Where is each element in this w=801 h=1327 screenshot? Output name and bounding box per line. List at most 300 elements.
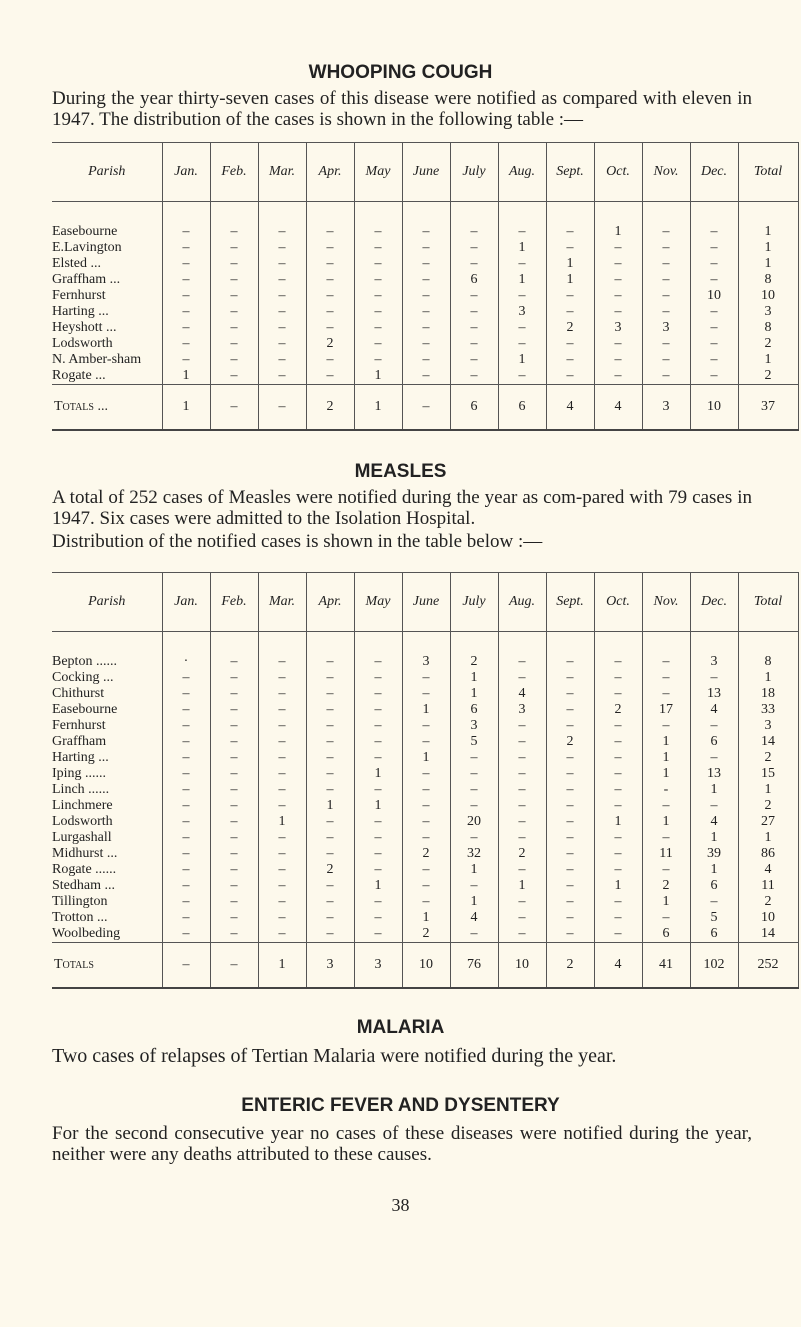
value-cell: 5 <box>450 734 498 750</box>
value-cell: – <box>258 336 306 352</box>
spacer-cell <box>52 202 162 225</box>
value-cell: – <box>162 943 210 989</box>
value-cell: – <box>306 926 354 943</box>
value-cell: – <box>258 798 306 814</box>
value-cell: 102 <box>690 943 738 989</box>
value-cell: – <box>162 240 210 256</box>
value-cell: 33 <box>738 702 798 718</box>
value-cell: – <box>642 718 690 734</box>
value-cell: – <box>546 368 594 385</box>
value-cell: 3 <box>450 718 498 734</box>
header-row <box>52 143 798 202</box>
value-cell: – <box>258 385 306 431</box>
column-header: Dec. <box>690 143 738 202</box>
spacer-cell <box>498 202 546 225</box>
value-cell: – <box>258 352 306 368</box>
value-cell: – <box>402 385 450 431</box>
column-header: Jan. <box>162 573 210 632</box>
whooping-cough-table <box>52 142 799 431</box>
value-cell: 1 <box>642 766 690 782</box>
value-cell: – <box>306 766 354 782</box>
value-cell: 2 <box>546 320 594 336</box>
value-cell: – <box>498 926 546 943</box>
spacer-cell <box>162 632 210 655</box>
column-header: Jan. <box>162 143 210 202</box>
value-cell: – <box>546 830 594 846</box>
parish-cell: Easebourne <box>52 702 118 717</box>
table-row <box>52 894 798 910</box>
parish-cell: Easebourne <box>52 224 118 239</box>
value-cell: – <box>402 336 450 352</box>
value-cell: – <box>450 224 498 240</box>
value-cell: – <box>210 862 258 878</box>
parish-cell: N. Amber-sham <box>52 352 142 367</box>
table-row <box>52 798 798 814</box>
value-cell: – <box>594 926 642 943</box>
parish-cell: Totals <box>52 943 162 989</box>
column-header: Oct. <box>594 573 642 632</box>
value-cell: 10 <box>498 943 546 989</box>
value-cell: – <box>498 750 546 766</box>
column-header: June <box>402 143 450 202</box>
value-cell: – <box>690 304 738 320</box>
spacer-cell <box>402 202 450 225</box>
value-cell: 18 <box>738 686 798 702</box>
value-cell: 8 <box>738 272 798 288</box>
table-row <box>52 718 798 734</box>
value-cell: – <box>306 686 354 702</box>
value-cell: 76 <box>450 943 498 989</box>
value-cell: – <box>210 718 258 734</box>
totals-row <box>52 943 798 989</box>
value-cell: – <box>594 734 642 750</box>
value-cell: 2 <box>738 336 798 352</box>
spacer-cell <box>306 632 354 655</box>
parish-cell: Lodsworth <box>52 814 113 829</box>
value-cell: – <box>354 910 402 926</box>
spacer-cell <box>402 632 450 655</box>
value-cell: – <box>354 336 402 352</box>
value-cell: – <box>306 846 354 862</box>
value-cell: – <box>642 686 690 702</box>
spacer-cell <box>690 202 738 225</box>
value-cell: – <box>402 320 450 336</box>
value-cell: – <box>306 224 354 240</box>
value-cell: 1 <box>738 224 798 240</box>
measles-intro: A total of 252 cases of Measles were notified during the year as com-pared with 79 cases in 1947. Six cases were admitted to the Isolation Hospital. <box>52 487 752 529</box>
value-cell: – <box>162 702 210 718</box>
value-cell: – <box>210 878 258 894</box>
value-cell: – <box>162 894 210 910</box>
column-header: Apr. <box>306 573 354 632</box>
value-cell: – <box>594 830 642 846</box>
value-cell: 13 <box>690 686 738 702</box>
value-cell: 1 <box>258 814 306 830</box>
value-cell: – <box>642 368 690 385</box>
value-cell: 1 <box>354 368 402 385</box>
value-cell: 1 <box>738 240 798 256</box>
column-header: May <box>354 143 402 202</box>
value-cell: – <box>258 256 306 272</box>
value-cell: – <box>402 798 450 814</box>
value-cell: – <box>690 240 738 256</box>
table-row <box>52 336 798 352</box>
value-cell: – <box>210 368 258 385</box>
parish-cell: Woolbeding <box>52 926 121 941</box>
table-row <box>52 256 798 272</box>
value-cell: – <box>498 288 546 304</box>
parish-cell: Graffham ... <box>52 272 121 287</box>
value-cell: 4 <box>690 814 738 830</box>
enteric-heading: ENTERIC FEVER AND DYSENTERY <box>241 1095 560 1116</box>
value-cell: 3 <box>498 702 546 718</box>
value-cell: 2 <box>594 702 642 718</box>
value-cell: 252 <box>738 943 798 989</box>
measles-heading: MEASLES <box>354 461 447 482</box>
value-cell: – <box>306 288 354 304</box>
value-cell: – <box>546 766 594 782</box>
column-header: Nov. <box>642 573 690 632</box>
value-cell: – <box>306 702 354 718</box>
value-cell: 2 <box>306 385 354 431</box>
value-cell: – <box>546 336 594 352</box>
value-cell: – <box>450 256 498 272</box>
value-cell: – <box>450 878 498 894</box>
value-cell: – <box>498 830 546 846</box>
table-row <box>52 654 798 670</box>
value-cell: 2 <box>402 926 450 943</box>
value-cell: – <box>594 304 642 320</box>
value-cell: 32 <box>450 846 498 862</box>
value-cell: – <box>594 862 642 878</box>
value-cell: – <box>210 798 258 814</box>
value-cell: – <box>546 750 594 766</box>
parish-cell: Fernhurst <box>52 718 106 733</box>
spacer-row <box>52 202 798 225</box>
value-cell: 4 <box>498 686 546 702</box>
value-cell: – <box>690 272 738 288</box>
value-cell: – <box>690 224 738 240</box>
value-cell: 15 <box>738 766 798 782</box>
value-cell: – <box>162 718 210 734</box>
value-cell: – <box>210 256 258 272</box>
value-cell: – <box>162 320 210 336</box>
table-row <box>52 862 798 878</box>
value-cell: – <box>306 894 354 910</box>
table-row <box>52 320 798 336</box>
value-cell: 2 <box>306 336 354 352</box>
value-cell: 20 <box>450 814 498 830</box>
value-cell: – <box>162 910 210 926</box>
value-cell: – <box>162 686 210 702</box>
value-cell: – <box>258 224 306 240</box>
value-cell: 1 <box>738 352 798 368</box>
value-cell: – <box>498 368 546 385</box>
value-cell: – <box>498 814 546 830</box>
value-cell: – <box>258 894 306 910</box>
value-cell: 4 <box>594 385 642 431</box>
value-cell: – <box>690 894 738 910</box>
value-cell: – <box>162 256 210 272</box>
value-cell: – <box>306 878 354 894</box>
value-cell: – <box>546 240 594 256</box>
value-cell: – <box>210 240 258 256</box>
parish-cell: Linchmere <box>52 798 113 813</box>
value-cell: – <box>354 830 402 846</box>
value-cell: 3 <box>738 718 798 734</box>
value-cell: – <box>210 846 258 862</box>
value-cell: – <box>498 894 546 910</box>
value-cell: – <box>450 750 498 766</box>
value-cell: – <box>210 830 258 846</box>
parish-cell: Tillington <box>52 894 108 909</box>
value-cell: – <box>162 766 210 782</box>
value-cell: 10 <box>690 385 738 431</box>
value-cell: 1 <box>594 814 642 830</box>
spacer-cell <box>258 632 306 655</box>
value-cell: – <box>354 224 402 240</box>
value-cell: 11 <box>738 878 798 894</box>
value-cell: 6 <box>450 272 498 288</box>
value-cell: – <box>258 862 306 878</box>
value-cell: – <box>498 734 546 750</box>
parish-cell: Trotton ... <box>52 910 108 925</box>
value-cell: 86 <box>738 846 798 862</box>
value-cell: – <box>354 718 402 734</box>
value-cell: 11 <box>642 846 690 862</box>
value-cell: 1 <box>162 368 210 385</box>
spacer-cell <box>354 202 402 225</box>
value-cell: – <box>402 670 450 686</box>
spacer-cell <box>258 202 306 225</box>
table-row <box>52 846 798 862</box>
value-cell: – <box>306 352 354 368</box>
value-cell: – <box>594 288 642 304</box>
value-cell: 2 <box>642 878 690 894</box>
value-cell: – <box>306 750 354 766</box>
value-cell: – <box>450 288 498 304</box>
value-cell: – <box>258 750 306 766</box>
value-cell: – <box>354 256 402 272</box>
value-cell: 4 <box>594 943 642 989</box>
parish-cell: E.Lavington <box>52 240 122 255</box>
value-cell: – <box>546 288 594 304</box>
value-cell: – <box>162 798 210 814</box>
value-cell: – <box>306 830 354 846</box>
value-cell: – <box>546 798 594 814</box>
value-cell: – <box>354 670 402 686</box>
measles-table <box>52 572 799 989</box>
value-cell: – <box>210 670 258 686</box>
value-cell: – <box>594 894 642 910</box>
value-cell: – <box>402 256 450 272</box>
value-cell: 1 <box>594 224 642 240</box>
value-cell: – <box>690 750 738 766</box>
parish-cell: Midhurst ... <box>52 846 118 861</box>
value-cell: – <box>354 240 402 256</box>
value-cell: 3 <box>642 320 690 336</box>
value-cell: – <box>258 654 306 670</box>
value-cell: – <box>402 734 450 750</box>
value-cell: 1 <box>498 878 546 894</box>
value-cell: 4 <box>546 385 594 431</box>
value-cell: – <box>594 352 642 368</box>
value-cell: – <box>450 352 498 368</box>
value-cell: 1 <box>450 686 498 702</box>
value-cell: – <box>546 878 594 894</box>
value-cell: – <box>402 894 450 910</box>
value-cell: – <box>162 670 210 686</box>
value-cell: 1 <box>594 878 642 894</box>
value-cell: 1 <box>498 352 546 368</box>
value-cell: 1 <box>738 782 798 798</box>
page-number: 38 <box>391 1195 410 1215</box>
spacer-cell <box>498 632 546 655</box>
spacer-cell <box>546 632 594 655</box>
column-header: May <box>354 573 402 632</box>
value-cell: 1 <box>690 862 738 878</box>
value-cell: – <box>642 336 690 352</box>
parish-cell: Rogate ...... <box>52 862 117 877</box>
value-cell: – <box>690 368 738 385</box>
value-cell: 1 <box>498 240 546 256</box>
column-header: Total <box>738 143 798 202</box>
value-cell: 2 <box>738 368 798 385</box>
value-cell: – <box>594 766 642 782</box>
table-row <box>52 686 798 702</box>
spacer-cell <box>162 202 210 225</box>
value-cell: – <box>306 272 354 288</box>
value-cell: – <box>162 336 210 352</box>
value-cell: – <box>258 734 306 750</box>
column-header: Parish <box>52 573 162 632</box>
value-cell: 2 <box>450 654 498 670</box>
value-cell: – <box>354 702 402 718</box>
value-cell: – <box>258 686 306 702</box>
spacer-cell <box>450 632 498 655</box>
value-cell: – <box>210 304 258 320</box>
value-cell: 1 <box>354 878 402 894</box>
spacer-row <box>52 632 798 655</box>
value-cell: – <box>498 766 546 782</box>
value-cell: 1 <box>642 734 690 750</box>
value-cell: – <box>306 814 354 830</box>
value-cell: – <box>210 654 258 670</box>
value-cell: – <box>594 782 642 798</box>
value-cell: 4 <box>738 862 798 878</box>
table-row <box>52 830 798 846</box>
value-cell: 1 <box>642 814 690 830</box>
value-cell: 1 <box>354 385 402 431</box>
spacer-cell <box>354 632 402 655</box>
value-cell: – <box>594 670 642 686</box>
spacer-cell <box>306 202 354 225</box>
parish-cell: Lurgashall <box>52 830 112 845</box>
value-cell: – <box>642 670 690 686</box>
value-cell: – <box>402 766 450 782</box>
parish-cell: Totals ... <box>52 385 162 431</box>
value-cell: – <box>594 272 642 288</box>
value-cell: – <box>354 288 402 304</box>
value-cell: – <box>402 272 450 288</box>
value-cell: · <box>162 654 210 670</box>
value-cell: 1 <box>354 798 402 814</box>
value-cell: – <box>546 352 594 368</box>
value-cell: – <box>210 224 258 240</box>
value-cell: – <box>690 352 738 368</box>
value-cell: – <box>258 718 306 734</box>
spacer-cell <box>690 632 738 655</box>
value-cell: – <box>642 304 690 320</box>
value-cell: – <box>162 288 210 304</box>
column-header: Dec. <box>690 573 738 632</box>
spacer-cell <box>210 632 258 655</box>
value-cell: – <box>210 766 258 782</box>
value-cell: – <box>162 750 210 766</box>
value-cell: 6 <box>498 385 546 431</box>
value-cell: 10 <box>738 288 798 304</box>
value-cell: 10 <box>690 288 738 304</box>
value-cell: – <box>306 670 354 686</box>
value-cell: – <box>594 718 642 734</box>
value-cell: – <box>498 654 546 670</box>
parish-cell: Linch ...... <box>52 782 110 797</box>
whooping-cough-intro: During the year thirty-seven cases of this disease were notified as compared with eleven in 1947. The distribution of the cases is shown in the following table :— <box>52 88 752 130</box>
value-cell: – <box>642 352 690 368</box>
value-cell: 2 <box>402 846 450 862</box>
value-cell: 3 <box>642 385 690 431</box>
value-cell: 2 <box>738 894 798 910</box>
value-cell: – <box>258 766 306 782</box>
value-cell: – <box>642 288 690 304</box>
spacer-cell <box>210 202 258 225</box>
value-cell: – <box>258 782 306 798</box>
value-cell: – <box>402 288 450 304</box>
totals-row <box>52 385 798 431</box>
column-header: Sept. <box>546 143 594 202</box>
value-cell: 1 <box>738 670 798 686</box>
parish-cell: Elsted ... <box>52 256 101 271</box>
value-cell: 1 <box>402 910 450 926</box>
column-header: Nov. <box>642 143 690 202</box>
table-row <box>52 272 798 288</box>
value-cell: – <box>258 320 306 336</box>
value-cell: – <box>258 846 306 862</box>
column-header: July <box>450 573 498 632</box>
value-cell: – <box>402 782 450 798</box>
parish-cell: Chithurst <box>52 686 105 701</box>
parish-cell: Bepton ...... <box>52 654 117 669</box>
value-cell: 6 <box>642 926 690 943</box>
parish-cell: Rogate ... <box>52 368 106 383</box>
value-cell: – <box>450 368 498 385</box>
malaria-text: Two cases of relapses of Tertian Malaria were notified during the year. <box>52 1045 617 1067</box>
value-cell: – <box>402 686 450 702</box>
value-cell: – <box>210 782 258 798</box>
value-cell: 2 <box>738 750 798 766</box>
value-cell: – <box>402 878 450 894</box>
value-cell: – <box>258 368 306 385</box>
value-cell: – <box>258 878 306 894</box>
value-cell: – <box>450 926 498 943</box>
value-cell: – <box>594 654 642 670</box>
value-cell: – <box>162 782 210 798</box>
value-cell: – <box>594 256 642 272</box>
value-cell: 3 <box>594 320 642 336</box>
value-cell: – <box>450 320 498 336</box>
value-cell: – <box>642 224 690 240</box>
value-cell: – <box>162 224 210 240</box>
